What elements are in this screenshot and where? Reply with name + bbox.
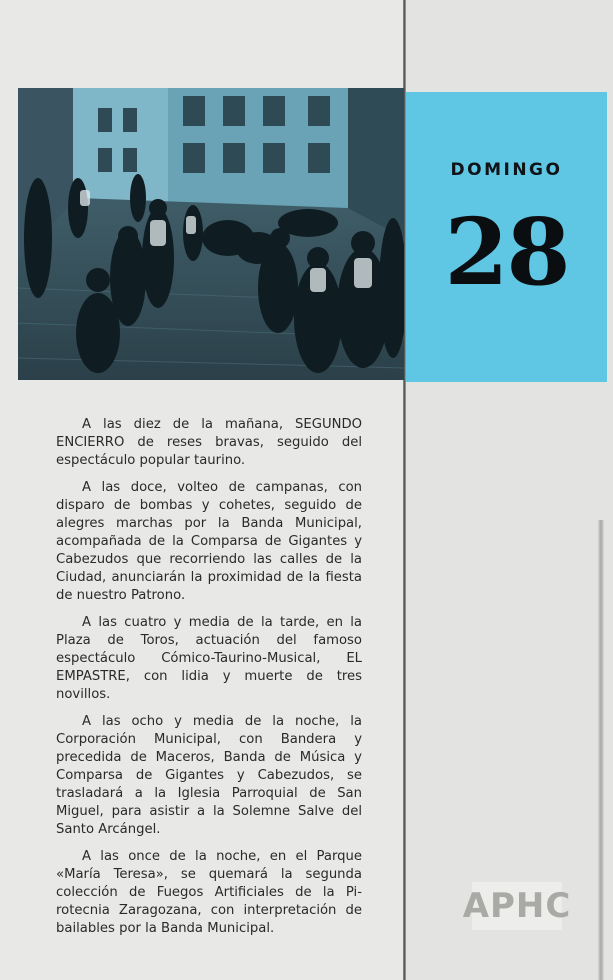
page-edge: [598, 520, 604, 980]
program-text: [56, 416, 362, 947]
paragraph: A las once de la noche, en el Parque «María Teresa», se quemará la segunda colección de Fuegos Artificiales de la Pirotecnia Zaragozana, con interpretación de bailables por la Banda Municipal.: [56, 849, 362, 936]
paragraph: A las cuatro y media de la tarde, en la Plaza de Toros, actuación del famoso espectáculo Cómico-Taurino-Musical, EL EMPASTRE, con lidia y muerte de tres novillos.: [56, 615, 362, 702]
day-name: DOMINGO: [450, 160, 563, 180]
day-number: 28: [444, 198, 569, 306]
archive-watermark: APHC: [472, 882, 562, 930]
paragraph: A las doce, volteo de campanas, con disparo de bombas y cohetes, seguido de alegres marchas por la Banda Municipal, acompañada de la Comparsa de Gigantes y Cabezudos que recorriendo las calles de la Ciudad, anunciarán la proximidad de la fiesta de nuestro Patrono.: [56, 480, 362, 603]
encierro-photo: [18, 88, 404, 380]
date-panel: [406, 92, 607, 382]
paragraph: A las ocho y media de la noche, la Corporación Municipal, con Bandera y precedida de Maceros, Banda de Música y Comparsa de Gigantes y Cabezudos, se trasladará a la Iglesia Parroquial de San Miguel, para asistir a la Solemne Salve del Santo Arcángel.: [56, 714, 362, 837]
paragraph: A las diez de la mañana, SEGUNDO ENCIERRO de reses bravas, seguido del espectáculo popular taurino.: [56, 417, 362, 468]
